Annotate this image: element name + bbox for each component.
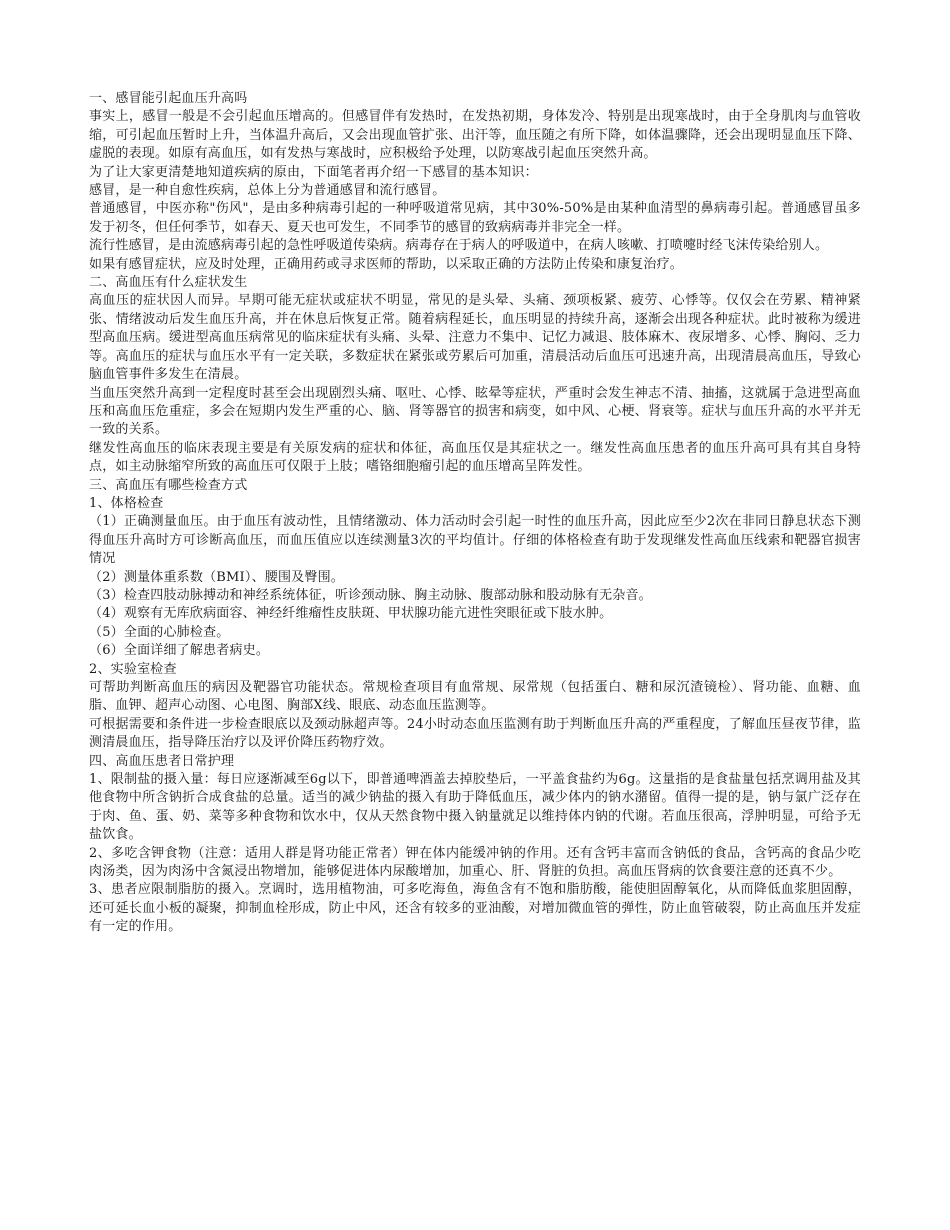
list-item: （1）正确测量血压。由于血压有波动性，且情绪激动、体力活动时会引起一时性的血压升高，因此应至少2次在非同日静息状态下测得血压升高时方可诊断高血压，而血压值应以连续测量3次的平均值计。仔细的体格检查有助于发现继发性高血压线索和靶器官损害情况	[89, 514, 861, 567]
list-item: （5）全面的心肺检查。	[89, 624, 230, 640]
document-body	[89, 90, 861, 937]
list-item: 2、多吃含钾食物（注意：适用人群是肾功能正常者）钾在体内能缓冲钠的作用。还有含钙丰富而含钠低的食品，含钙高的食品少吃肉汤类，因为肉汤中含氮浸出物增加，能够促进体内尿酸增加，加重心、肝、肾脏的负担。高血压肾病的饮食要注意的还真不少。	[89, 845, 861, 880]
paragraph: 流行性感冒，是由流感病毒引起的急性呼吸道传染病。病毒存在于病人的呼吸道中，在病人咳嗽、打喷嚏时经飞沫传染给别人。	[89, 238, 829, 254]
list-item: 1、限制盐的摄入量：每日应逐渐减至6g以下，即普通啤酒盖去掉胶垫后，一平盖食盐约为6g。这量指的是食盐量包括烹调用盐及其他食物中所含钠折合成食盐的总量。适当的减少钠盐的摄入有助于降低血压，减少体内的钠水潴留。值得一提的是，钠与氯广泛存在于肉、鱼、蛋、奶、菜等多种食物和饮水中，仅从天然食物中摄入钠量就足以维持体内钠的代谢。若血压很高，浮肿明显，可给予无盐饮食。	[89, 772, 861, 843]
paragraph: 当血压突然升高到一定程度时甚至会出现剧烈头痛、呕吐、心悸、眩晕等症状，严重时会发生神志不清、抽搐，这就属于急进型高血压和高血压危重症，多会在短期内发生严重的心、脑、肾等器官的损害和病变，如中风、心梗、肾衰等。症状与血压升高的水平并无一致的关系。	[89, 385, 861, 438]
paragraph: 感冒，是一种自愈性疾病，总体上分为普通感冒和流行感冒。	[89, 183, 446, 199]
list-item: （3）检查四肢动脉搏动和神经系统体征，听诊颈动脉、胸主动脉、腹部动脉和股动脉有无杂音。	[89, 587, 652, 603]
section-heading-4: 四、高血压患者日常护理	[89, 753, 235, 769]
list-item: （6）全面详细了解患者病史。	[89, 643, 270, 659]
list-item: （4）观察有无库欣病面容、神经纤维瘤性皮肤斑、甲状腺功能亢进性突眼征或下肢水肿。	[89, 606, 613, 622]
paragraph: 普通感冒，中医亦称"伤风"，是由多种病毒引起的一种呼吸道常见病，其中30%-50%是由某种血清型的鼻病毒引起。普通感冒虽多发于初冬，但任何季节，如春天、夏天也可发生，不同季节的感冒的致病病毒并非完全一样。	[89, 201, 861, 235]
section-heading-2: 二、高血压有什么症状发生	[89, 275, 248, 291]
list-item: 3、患者应限制脂肪的摄入。烹调时，选用植物油，可多吃海鱼，海鱼含有不饱和脂肪酸，能使胆固醇氧化，从而降低血浆胆固醇，还可延长血小板的凝聚，抑制血栓形成，防止中风，还含有较多的亚油酸，对增加微血管的弹性，防止血管破裂，防止高血压并发症有一定的作用。	[89, 882, 861, 935]
paragraph: 继发性高血压的临床表现主要是有关原发病的症状和体征，高血压仅是其症状之一。继发性高血压患者的血压升高可具有其自身特点，如主动脉缩窄所致的高血压可仅限于上肢；嗜铬细胞瘤引起的血压增高呈阵发性。	[89, 440, 861, 475]
list-item: （2）测量体重系数（BMI）、腰围及臀围。	[89, 569, 344, 585]
paragraph: 高血压的症状因人而异。早期可能无症状或症状不明显，常见的是头晕、头痛、颈项板紧、疲劳、心悸等。仅仅会在劳累、精神紧张、情绪波动后发生血压升高，并在休息后恢复正常。随着病程延长，血压明显的持续升高，逐渐会出现各种症状。此时被称为缓进型高血压病。缓进型高血压病常见的临床症状有头痛、头晕、注意力不集中、记忆力减退、肢体麻木、夜尿增多、心悸、胸闷、乏力等。高血压的症状与血压水平有一定关联，多数症状在紧张或劳累后可加重，清晨活动后血压可迅速升高，出现清晨高血压，导致心脑血管事件多发生在清晨。	[89, 293, 861, 383]
section-heading-1: 一、感冒能引起血压升高吗	[89, 91, 248, 106]
subheading: 2、实验室检查	[89, 661, 177, 677]
subheading: 1、体格检查	[89, 495, 164, 511]
section-heading-3: 三、高血压有哪些检查方式	[89, 477, 248, 493]
paragraph: 如果有感冒症状，应及时处理，正确用药或寻求医师的帮助，以采取正确的方法防止传染和康复治疗。	[89, 256, 684, 272]
paragraph: 可帮助判断高血压的病因及靶器官功能状态。常规检查项目有血常规、尿常规（包括蛋白、糖和尿沉渣镜检）、肾功能、血糖、血脂、血钾、超声心动图、心电图、胸部X线、眼底、动态血压监测等。	[89, 680, 861, 714]
paragraph: 可根据需要和条件进一步检查眼底以及颈动脉超声等。24小时动态血压监测有助于判断血压升高的严重程度，了解血压昼夜节律，监测清晨血压，指导降压治疗以及评价降压药物疗效。	[89, 716, 861, 751]
paragraph: 事实上，感冒一般是不会引起血压增高的。但感冒伴有发热时，在发热初期，身体发冷、特别是出现寒战时，由于全身肌肉与血管收缩，可引起血压暂时上升，当体温升高后，又会出现血管扩张、出汗等，血压随之有所下降，如体温骤降，还会出现明显血压下降、虚脱的表现。如原有高血压，如有发热与寒战时，应积极给予处理，以防寒战引起血压突然升高。	[89, 109, 861, 162]
paragraph: 为了让大家更清楚地知道疾病的原由，下面笔者再介绍一下感冒的基本知识：	[89, 164, 538, 180]
